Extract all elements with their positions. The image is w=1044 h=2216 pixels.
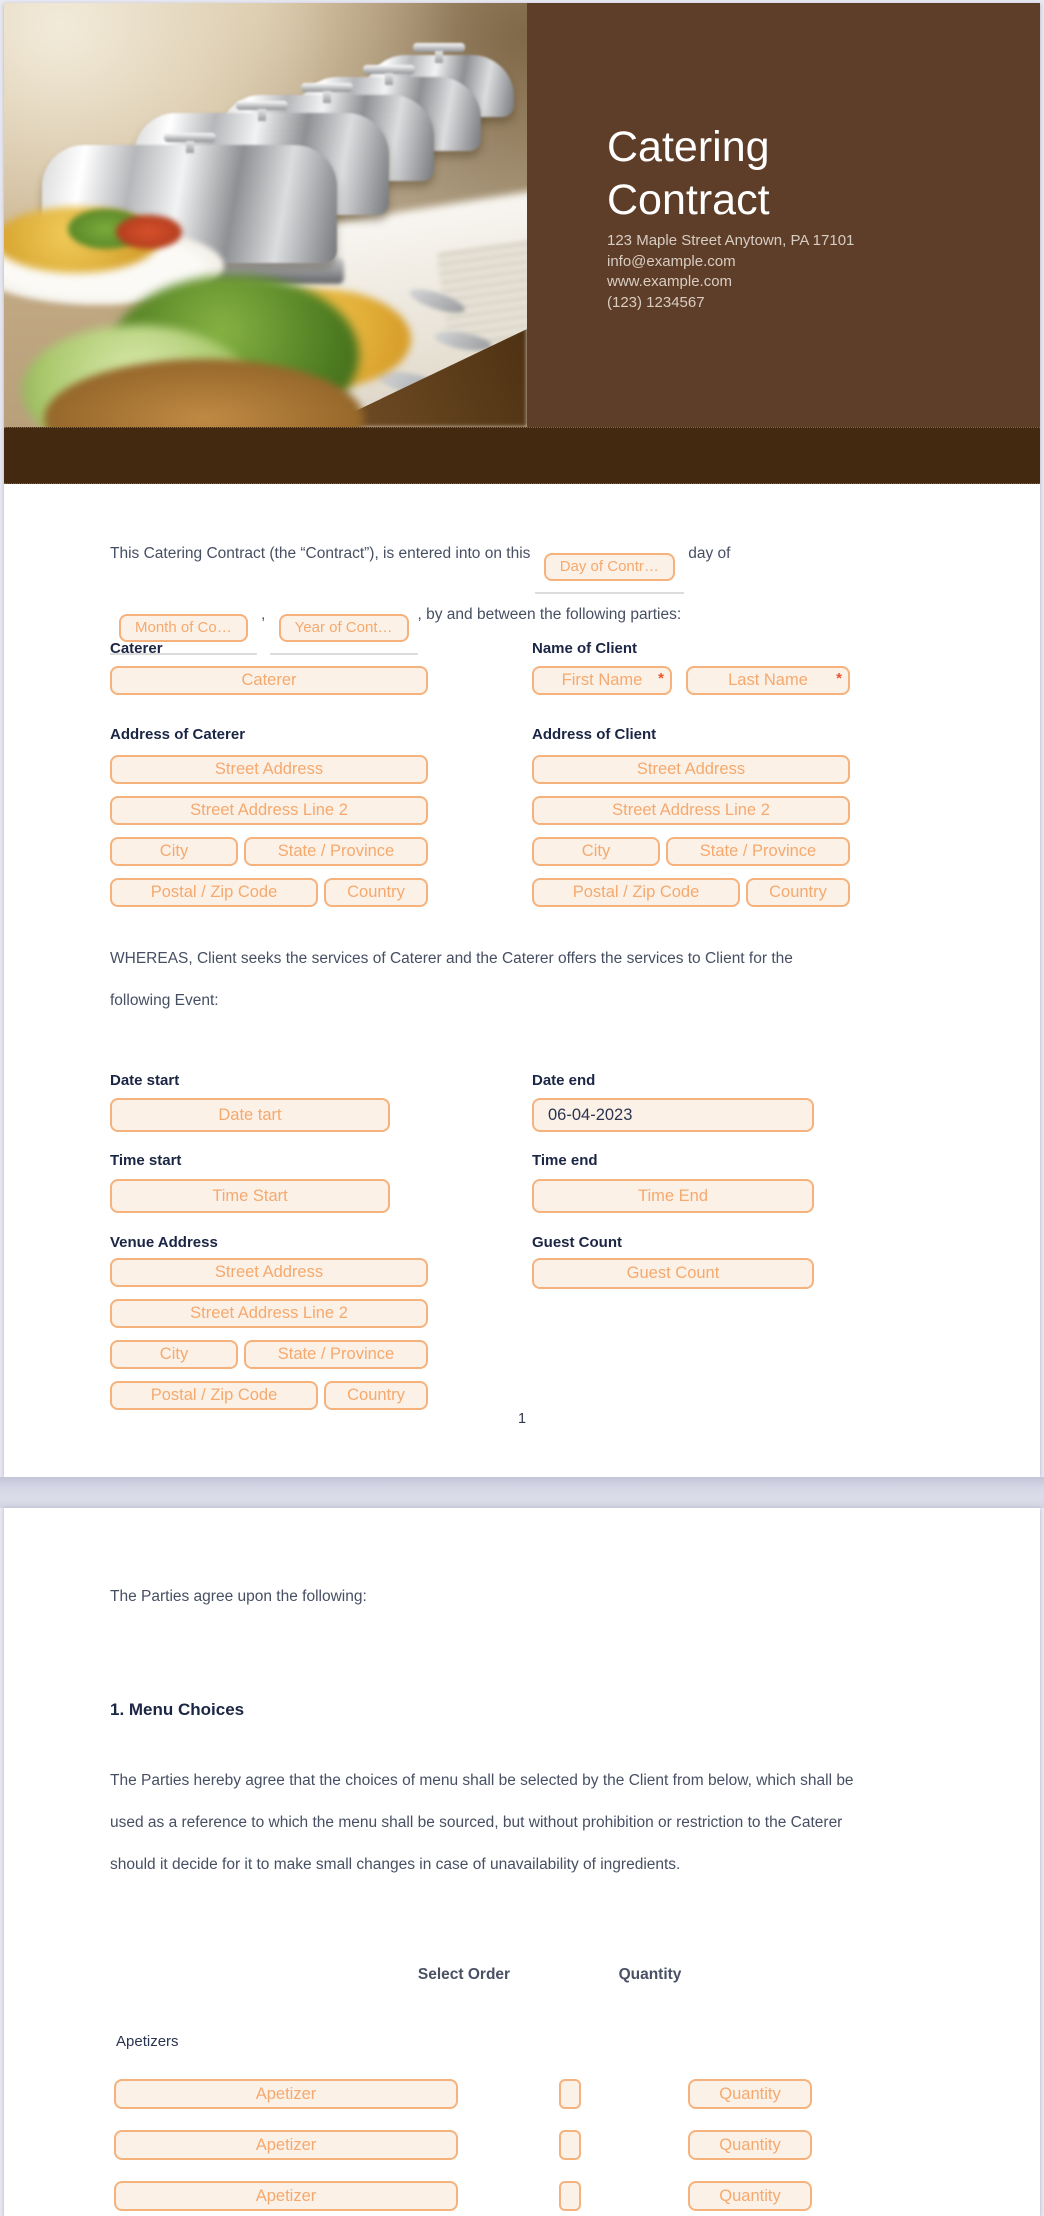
select-order-checkbox[interactable] (559, 2130, 581, 2160)
dish-handle-shape (363, 65, 415, 74)
dish-handle-shape (164, 133, 216, 142)
client-city-input[interactable]: City (532, 837, 660, 866)
client-state-input[interactable]: State / Province (666, 837, 850, 866)
client-country-input[interactable]: Country (746, 878, 850, 907)
dish-handle-shape (236, 101, 288, 110)
guest-count-input[interactable]: Guest Count (532, 1258, 814, 1289)
caterer-street2-input[interactable]: Street Address Line 2 (110, 796, 428, 825)
client-first-name-input[interactable] (532, 666, 672, 695)
quantity-input[interactable]: Quantity (688, 2130, 812, 2160)
caterer-state-input[interactable]: State / Province (244, 837, 428, 866)
page-number: 1 (517, 1411, 527, 1427)
contract-page-1 (4, 3, 1040, 1477)
client-street2-input[interactable]: Street Address Line 2 (532, 796, 850, 825)
venue-street-input[interactable]: Street Address (110, 1258, 428, 1287)
dish-handle-shape (301, 83, 353, 92)
appetizer-item-input[interactable]: Apetizer (114, 2181, 458, 2211)
date-end-input[interactable]: 06-04-2023 (532, 1098, 814, 1132)
contract-page-2 (4, 1508, 1040, 2216)
caterer-label: Caterer (110, 640, 163, 657)
intro-paragraph (110, 533, 846, 655)
year-of-contract-field[interactable]: Year of Cont… (279, 614, 409, 642)
select-order-checkbox[interactable] (559, 2079, 581, 2109)
brand-contact-block (607, 231, 854, 313)
header-divider-band (4, 427, 1040, 484)
venue-state-input[interactable]: State / Province (244, 1340, 428, 1369)
intro-text-before: This Catering Contract (the “Contract”), is entered into on this (110, 545, 531, 562)
last-name-placeholder: Last Name (728, 671, 808, 689)
caterer-input[interactable]: Caterer (110, 666, 428, 695)
brand-panel (527, 3, 1040, 427)
date-end-label: Date end (532, 1072, 596, 1089)
guest-count-label: Guest Count (532, 1234, 622, 1251)
quantity-input[interactable]: Quantity (688, 2181, 812, 2211)
intro-text-end: , by and between the following parties: (417, 606, 682, 623)
dish-handle-shape (413, 43, 465, 52)
client-street-input[interactable]: Street Address (532, 755, 850, 784)
intro-comma: , (261, 606, 266, 623)
month-of-contract-field[interactable]: Month of Co… (119, 614, 248, 642)
appetizer-item-input[interactable]: Apetizer (114, 2079, 458, 2109)
time-end-input[interactable]: Time End (532, 1179, 814, 1213)
quantity-input[interactable]: Quantity (688, 2079, 812, 2109)
caterer-address-label: Address of Caterer (110, 726, 246, 743)
form-title-line1: Catering (607, 123, 770, 171)
food-garnish-shape (116, 215, 182, 249)
form-header (4, 3, 1040, 484)
day-field-blank (535, 545, 684, 594)
venue-street2-input[interactable]: Street Address Line 2 (110, 1299, 428, 1328)
brand-email: info@example.com (607, 252, 736, 270)
time-start-input[interactable]: Time Start (110, 1179, 390, 1213)
required-asterisk: * (836, 670, 842, 687)
appetizer-item-input[interactable]: Apetizer (114, 2130, 458, 2160)
menu-paragraph: The Parties hereby agree that the choices of menu shall be selected by the Client from below, which shall be used as a reference to which the menu shall be sourced, but without prohibition or restriction to the Caterer should it decide for it to make small changes in case of unavailability of ingredients. (110, 1772, 854, 1873)
caterer-postal-input[interactable]: Postal / Zip Code (110, 878, 318, 907)
required-asterisk: * (658, 670, 664, 687)
appetizers-group-label: Apetizers (116, 2033, 179, 2050)
whereas-paragraph: WHEREAS, Client seeks the services of Caterer and the Caterer offers the services to Client for the following Event: (110, 950, 793, 1009)
form-title (607, 121, 770, 227)
year-field-blank (270, 606, 418, 655)
first-name-placeholder: First Name (561, 671, 643, 689)
venue-country-input[interactable]: Country (324, 1381, 428, 1410)
quantity-column-header: Quantity (618, 1966, 682, 1983)
plate-stack-shape (436, 230, 527, 349)
client-name-label: Name of Client (532, 640, 638, 657)
brand-phone: (123) 1234567 (607, 293, 705, 311)
client-last-name-input[interactable] (686, 666, 850, 695)
select-order-column-header: Select Order (417, 1966, 511, 1983)
time-start-label: Time start (110, 1152, 182, 1169)
day-of-contract-field[interactable]: Day of Contr… (544, 553, 675, 581)
date-start-label: Date start (110, 1072, 180, 1089)
intro-text-of: of (717, 545, 731, 562)
caterer-street-input[interactable]: Street Address (110, 755, 428, 784)
venue-city-input[interactable]: City (110, 1340, 238, 1369)
date-start-input[interactable]: Date tart (110, 1098, 390, 1132)
client-address-label: Address of Client (532, 726, 657, 743)
venue-postal-input[interactable]: Postal / Zip Code (110, 1381, 318, 1410)
intro-text-after-day: day (688, 545, 714, 562)
parties-agree-text: The Parties agree upon the following: (110, 1588, 367, 1605)
buffet-photo (4, 3, 527, 427)
caterer-city-input[interactable]: City (110, 837, 238, 866)
brand-address: 123 Maple Street Anytown, PA 17101 (607, 232, 855, 249)
client-postal-input[interactable]: Postal / Zip Code (532, 878, 740, 907)
form-title-line2: Contract (607, 176, 770, 224)
menu-choices-heading: 1. Menu Choices (110, 1700, 245, 1719)
caterer-country-input[interactable]: Country (324, 878, 428, 907)
time-end-label: Time end (532, 1152, 598, 1169)
page-break-gap (0, 1477, 1044, 1508)
brand-website: www.example.com (607, 273, 733, 290)
select-order-checkbox[interactable] (559, 2181, 581, 2211)
venue-address-label: Venue Address (110, 1234, 218, 1251)
